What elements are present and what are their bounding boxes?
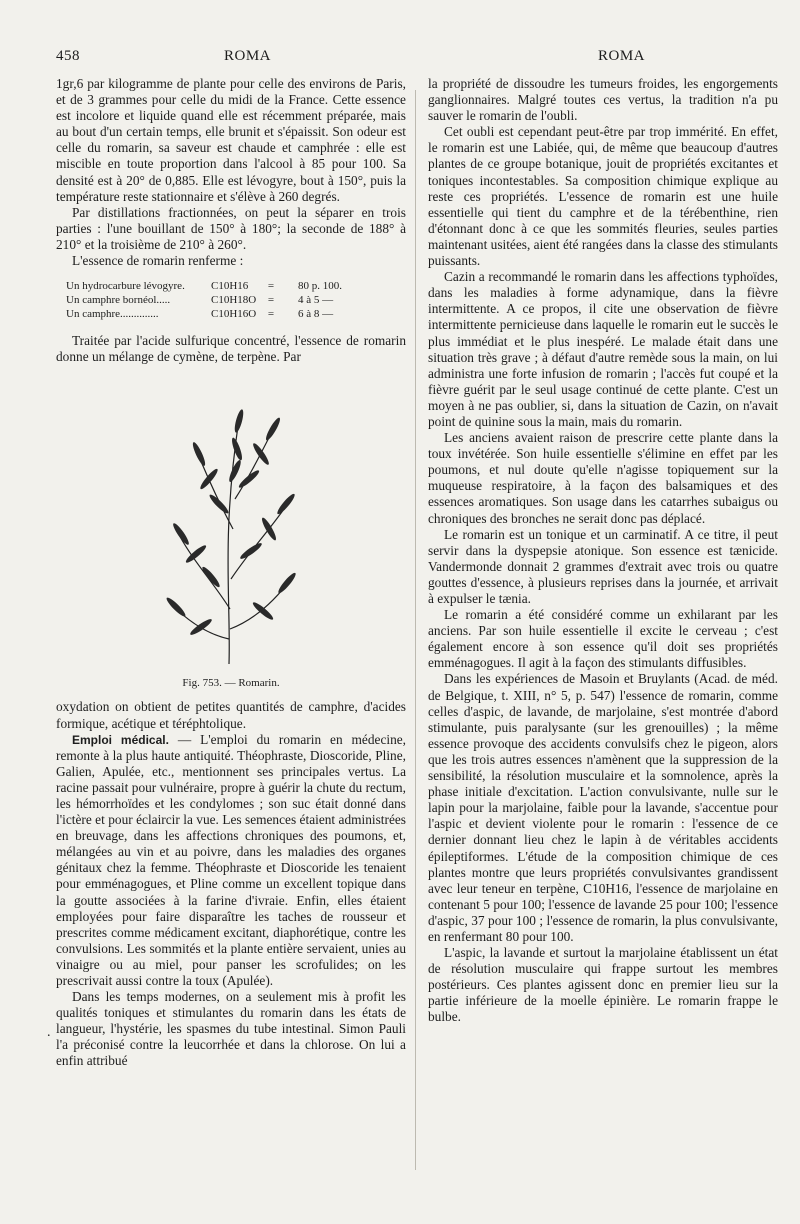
equals-sign: =	[267, 280, 275, 293]
paragraph: Cazin a recommandé le romarin dans les affections typhoïdes, dans les maladies à forme adynamique, dans la fièvre intermittente. A ce propos, il cite une observation de fièvre intermittente pernicieuse dans laquelle le romarin eut le succès le plus immédiat et le plus inespéré. Le malade était dans une situation très grave ; à défaut d'autre remède sous la main, on lui administra une forte infusion de romarin ; l'accès fut coupé et la fièvre guérit par le seul usage continué de cette plante. C'est un moyen à ne pas oublier, si, dans la situation de Cazin, on n'avait point de quinine sous la main, mais du romarin.	[428, 269, 778, 429]
rosemary-plant-illustration	[151, 379, 311, 669]
equals-sign: =	[267, 294, 275, 307]
paragraph: oxydation on obtient de petites quantités de camphre, d'acides formique, acétique et téréphtolique.	[56, 699, 406, 731]
paragraph: Traitée par l'acide sulfurique concentré, l'essence de romarin donne un mélange de cymène, de terpène. Par	[56, 333, 406, 365]
component-amount: 4 à 5 —	[298, 294, 334, 307]
running-title-right: ROMA	[598, 48, 646, 64]
paragraph: Dans les expériences de Masoin et Bruylants (Acad. de méd. de Belgique, t. XIII, n° 5, p. 547) l'essence de romarin, comme celles d'aspic, de lavande, de marjolaine, s'est montrée d'abord stimulante, puis paralysante (sur les grenouilles) ; la même essence provoque des accidents convulsifs chez le pigeon, alors que les trois autres essences n'amènent que la suppression de la sensibilité, la résolution musculaire et la somnolence, après la phase initiale d'excitation. L'action convulsivante, nulle sur le lapin pour la marjolaine, faible pour la lavande, s'accentue pour l'aspic et devient violente pour le romarin : l'essence de ce dernier donnant lieu chez le lapin à de véritables accidents épileptiformes. L'étude de la composition chimique de ces plantes montre que leurs propriétés convulsivantes grandissent avec leur teneur en terpène, C10H16, l'essence de marjolaine en contenant 5 pour 100; l'essence de lavande 25 pour 100; l'essence d'aspic, 37 pour 100 ; l'essence de romarin, la plus convulsivante, en renfermant 80 pour 100.	[428, 671, 778, 944]
paragraph: la propriété de dissoudre les tumeurs froides, les engorgements ganglionnaires. Malgré toutes ces vertus, la tradition n'a pu sauver le romarin de l'oubli.	[428, 76, 778, 124]
component-name: Un camphre..............	[66, 308, 159, 321]
left-column	[56, 76, 406, 1070]
paragraph-with-heading	[56, 732, 406, 990]
running-title-left: ROMA	[224, 48, 272, 64]
component-formula: C10H18O	[211, 294, 257, 307]
paragraph: L'aspic, la lavande et surtout la marjolaine établissent un état de résolution musculaire qui frappe surtout les membres postérieurs. Ces plantes agissent donc en premier lieu sur la partie inférieure de la moelle épinière. Le romarin frappe le bulbe.	[428, 945, 778, 1025]
component-formula: C10H16O	[211, 308, 257, 321]
composition-table	[66, 279, 406, 321]
component-amount: 6 à 8 —	[298, 308, 334, 321]
composition-row	[66, 307, 406, 321]
section-text: — L'emploi du romarin en médecine, remonte à la plus haute antiquité. Théophraste, Dioscoride, Pline, Galien, Apulée, etc., mentionnent ses principales vertus. La racine passait pour vulnéraire, propre à guérir la chute du rectum, les hémorrhoïdes et les condylomes ; son suc était donné dans l'ictère et pour éclaircir la vue. Les semences étaient administrées en breuvage, dans les affections chroniques des poumons, et, mélangées au vin et au poivre, dans les maladies des organes génitaux chez la femme. Théophraste et Dioscoride les tenaient pour emménagogues, et Pline comme un excellent topique dans la goutte associées à la farine d'ivraie. Enfin, elles étaient employées pour faire disparaître les taches de rousseur et prescrites comme médicament excitant, diaphorétique, contre les convulsions. Les sommités et la plante entière servaient, unies au vinaigre ou au miel, pour panser les scrofulides; on les prescrivait aussi contre la toux (Apulée).	[56, 731, 407, 988]
component-formula: C10H16	[211, 280, 249, 293]
column-divider	[415, 90, 416, 1170]
component-name: Un hydrocarbure lévogyre.	[66, 280, 185, 293]
right-column	[428, 76, 778, 1026]
component-amount: 80 p. 100.	[298, 280, 342, 293]
page-number: 458	[56, 48, 80, 64]
section-heading: Emploi médical.	[72, 732, 169, 747]
component-name: Un camphre bornéol.....	[66, 294, 171, 307]
margin-mark: .	[47, 1025, 51, 1040]
rosemary-figure	[56, 379, 406, 691]
paragraph: L'essence de romarin renferme :	[72, 253, 244, 269]
figure-caption: Fig. 753. — Romarin.	[182, 677, 280, 690]
paragraph: Dans les temps modernes, on a seulement mis à profit les qualités toniques et stimulantes du romarin dans les états de langueur, l'hystérie, les spasmes du tube intestinal. Simon Pauli l'a préconisé contre la leucorrhée et dans la chlorose. On lui a enfin attribué	[56, 989, 406, 1069]
paragraph: 1gr,6 par kilogramme de plante pour celle des environs de Paris, et de 3 grammes pour celle du midi de la France. Cette essence est incolore et liquide quand elle est récemment préparée, mais au bout d'un certain temps, elle brunit et s'épaissit. Son odeur est celle du romarin, sa saveur est chaude et camphrée : elle est miscible en toute proportion dans l'alcool à 85 pour 100. Sa densité est à 20° de 0,885. Elle est lévogyre, bout à 150°, puis la température reste stationnaire et s'élève à 260 degrés.	[56, 76, 406, 204]
paragraph: Le romarin est un tonique et un carminatif. A ce titre, il peut servir dans la dyspepsie atonique. Son essence est tænicide. Vandermonde donnait 2 grammes d'extrait avec trois ou quatre gouttes d'essence, à plusieurs reprises dans la journée, et arrivait à expulser le tænia.	[428, 526, 778, 606]
paragraph: Le romarin a été considéré comme un exhilarant par les anciens. Par son huile essentielle il excite le cerveau ; c'est également encore à son essence qu'il doit ses propriétés emménagogues. Il agit à la façon des stimulants diffusibles.	[428, 607, 778, 671]
paragraph: Les anciens avaient raison de prescrire cette plante dans la toux invétérée. Son huile essentielle s'élimine en effet par les poumons, et nul doute qu'elle n'agisse topiquement sur la muqueuse respiratoire, à la façon des balsamiques et des essences aromatiques. Son usage dans les catarrhes subaigus ou chroniques des bronches ne serait donc pas déplacé.	[428, 430, 778, 526]
equals-sign: =	[267, 308, 275, 321]
composition-row	[66, 293, 406, 307]
paragraph: Cet oubli est cependant peut-être par trop immérité. En effet, le romarin est une Labiée, qui, de même que beaucoup d'autres plantes de ce groupe botanique, jouit de propriétés excitantes et toniques incontestables. Sa composition chimique explique au reste ces propriétés. L'essence de romarin est une huile essentielle qui tient du camphre et de la térébenthine, rien d'étonnant donc à ce que les sommités fleuries, seules parties maintenant usitées, aient été rangées dans la classe des stimulants puissants.	[428, 124, 778, 269]
paragraph: Par distillations fractionnées, on peut la séparer en trois parties : l'une bouillant de 150° à 180°; la seconde de 188° à 210° et la troisième de 210° à 260°.	[56, 204, 406, 252]
composition-row	[66, 279, 406, 293]
